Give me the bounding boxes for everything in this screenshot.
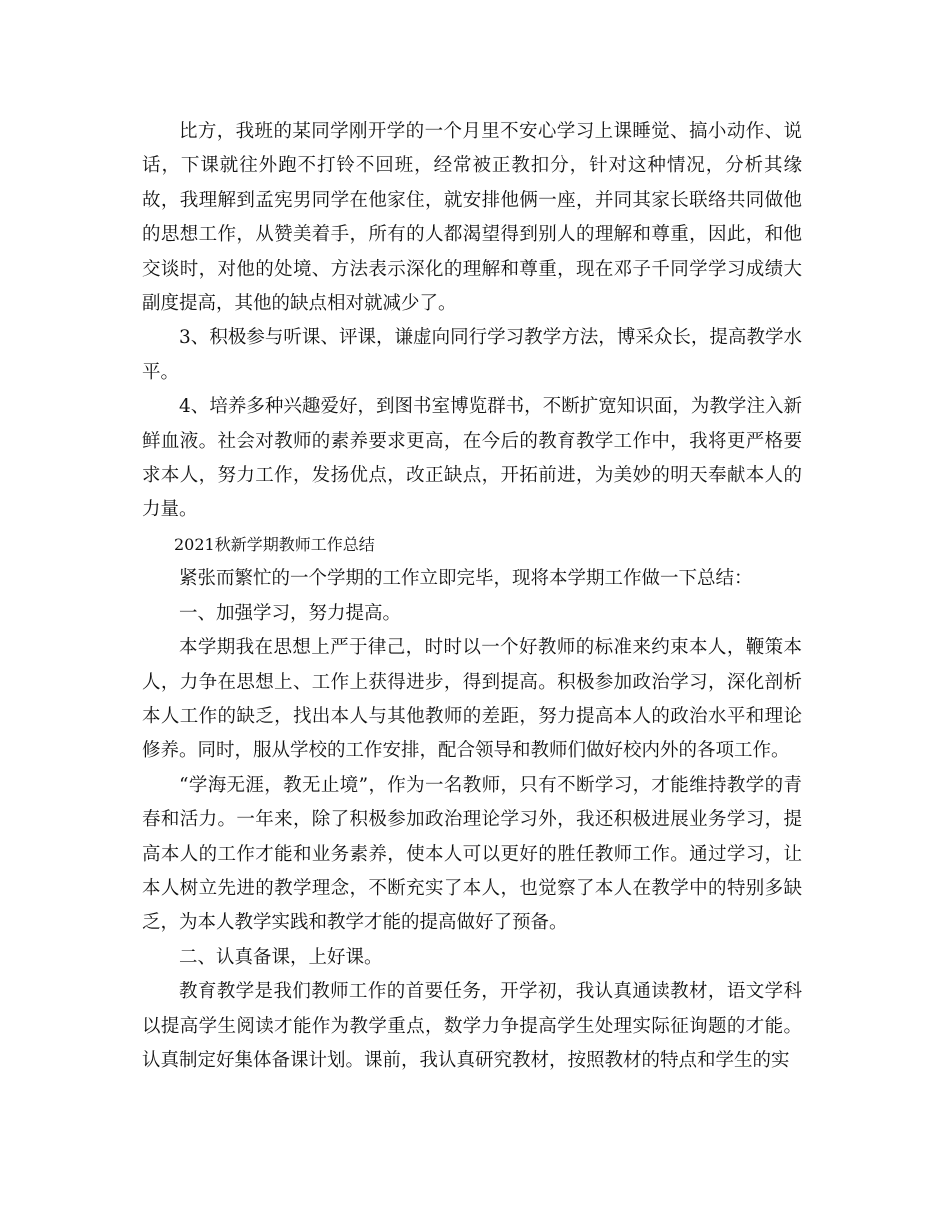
paragraph-study-1: 本学期我在思想上严于律己，时时以一个好教师的标准来约束本人，鞭策本人，力争在思想上、工作上获得进步，得到提高。积极参加政治学习，深化剖析本人工作的缺乏，找出本人与其他教师的差距，努力提高本人的政治水平和理论修养。同时，服从学校的工作安排，配合领导和教师们做好校内外的各项工作。 — [142, 637, 802, 762]
section-title: 2021秋新学期教师工作总结 — [174, 534, 375, 554]
document-body — [142, 115, 802, 1078]
paragraph-example: 比方，我班的某同学刚开学的一个月里不安心学习上课睡觉、搞小动作、说话，下课就往外跑不打铃不回班，经常被正教扣分，针对这种情况，分析其缘故，我理解到孟宪男同学在他家住，就安排他俩一座，并同其家长联络共同做他的思想工作，从赞美着手，所有的人都渴望得到别人的理解和尊重，因此，和他交谈时，对他的处境、方法表示深化的理解和尊重，现在邓子千同学学习成绩大副度提高，其他的缺点相对就减少了。 — [142, 121, 802, 315]
paragraph-intro: 紧张而繁忙的一个学期的工作立即完毕，现将本学期工作做一下总结： — [179, 568, 753, 590]
heading-study: 一、加强学习，努力提高。 — [179, 602, 402, 624]
paragraph-item-4: 4、培养多种兴趣爱好，到图书室博览群书，不断扩宽知识面，为教学注入新鲜血液。社会对教师的素养要求更高，在今后的教育教学工作中，我将更严格要求本人，努力工作，发扬优点，改正缺点，开拓前进，为美妙的明天奉献本人的力量。 — [142, 396, 802, 521]
heading-lesson-prep: 二、认真备课，上好课。 — [179, 946, 383, 968]
paragraph-study-2: “学海无涯，教无止境”，作为一名教师，只有不断学习，才能维持教学的青春和活力。一年来，除了积极参加政治理论学习外，我还积极进展业务学习，提高本人的工作才能和业务素养，使本人可以更好的胜任教师工作。通过学习，让本人树立先进的教学理念，不断充实了本人，也觉察了本人在教学中的特别多缺乏，为本人教学实践和教学才能的提高做好了预备。 — [142, 774, 802, 934]
paragraph-item-3: 3、积极参与听课、评课，谦虚向同行学习教学方法，博采众长，提高教学水平。 — [142, 327, 802, 383]
paragraph-lesson-prep: 教育教学是我们教师工作的首要任务，开学初，我认真通读教材，语文学科以提高学生阅读才能作为教学重点，数学力争提高学生处理实际征询题的才能。认真制定好集体备课计划。课前，我认真研究教材，按照教材的特点和学生的实 — [142, 981, 802, 1071]
